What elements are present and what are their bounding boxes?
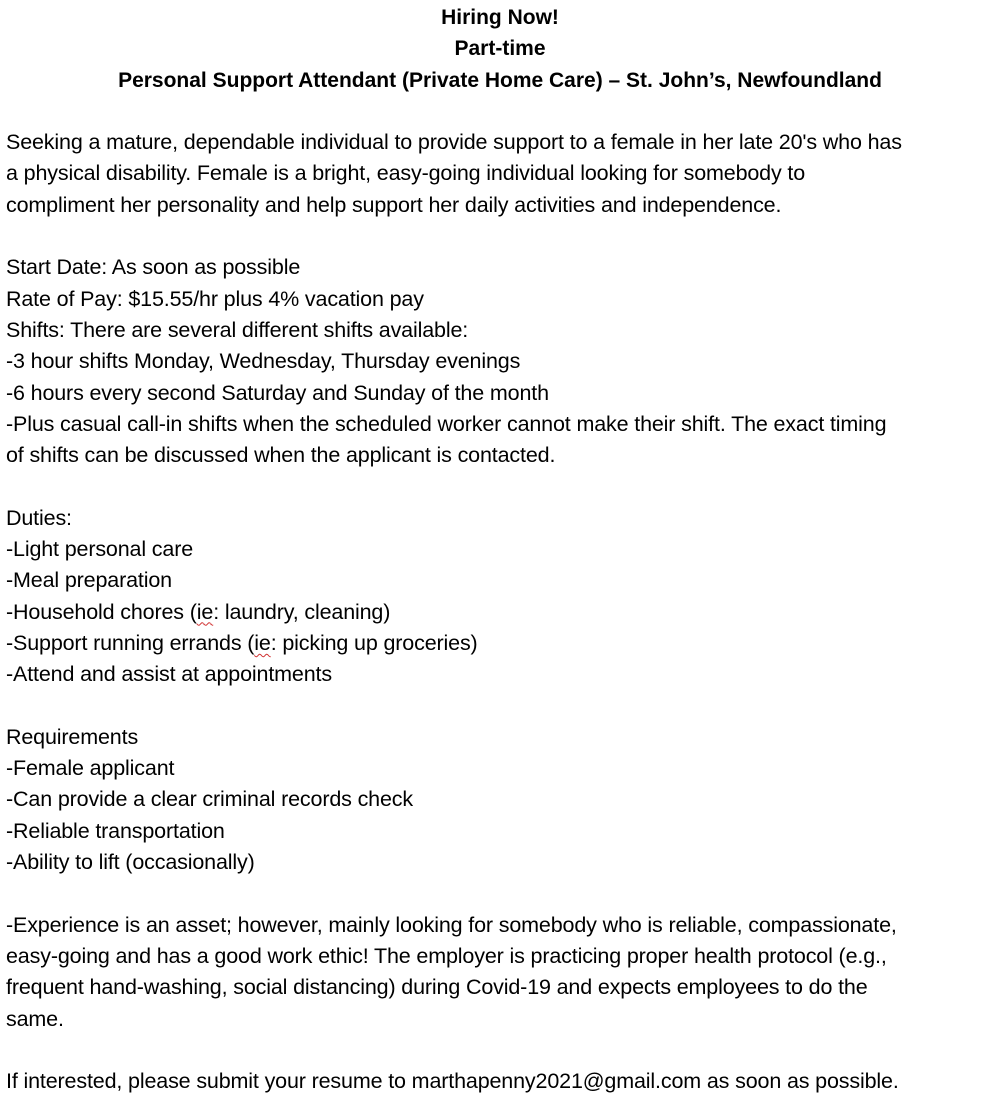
spacer	[6, 691, 1006, 722]
intro-line: a physical disability. Female is a bright, easy-going individual looking for somebody to	[6, 161, 806, 186]
start-date: Start Date: As soon as possible	[6, 255, 301, 280]
document-page	[6, 2, 1006, 1097]
closing-line: easy-going and has a good work ethic! The employer is practicing proper health protocol (e.g.,	[6, 943, 887, 968]
spacer	[6, 471, 1006, 502]
duty-text: : picking up groceries)	[270, 630, 478, 655]
duty-text: -Support running errands (	[6, 630, 255, 655]
spacer	[6, 878, 1006, 909]
duty-item: -Meal preparation	[6, 568, 172, 593]
spellcheck-flagged-word[interactable]: ie	[196, 599, 214, 624]
job-title: Personal Support Attendant (Private Home Care) – St. John’s, Newfoundland	[118, 68, 882, 92]
requirements-section	[6, 722, 1006, 878]
duties-title: Duties:	[6, 505, 72, 530]
contact-line: If interested, please submit your resume to marthapenny2021@gmail.com as soon as possible.	[6, 1069, 899, 1094]
job-details	[6, 252, 1006, 471]
intro-line: Seeking a mature, dependable individual to provide support to a female in her late 20's who has	[6, 130, 902, 155]
duty-item	[6, 628, 1006, 659]
closing-line: frequent hand-washing, social distancing) during Covid-19 and expects employees to do the	[6, 975, 868, 1000]
spacer	[6, 221, 1006, 252]
hiring-now-title: Hiring Now!	[441, 6, 559, 29]
spellcheck-flagged-word[interactable]: ie	[254, 630, 271, 655]
intro-paragraph	[6, 127, 1006, 221]
closing-line: same.	[6, 1006, 64, 1031]
job-heading	[0, 2, 1000, 96]
shift-item: -Plus casual call-in shifts when the scheduled worker cannot make their shift. The exact timing	[6, 411, 887, 436]
duty-item: -Light personal care	[6, 537, 194, 562]
shifts-intro: Shifts: There are several different shifts available:	[6, 317, 469, 342]
spacer	[6, 96, 1006, 127]
duty-item: -Attend and assist at appointments	[6, 662, 332, 687]
closing-paragraph	[6, 910, 1006, 1035]
rate-of-pay: Rate of Pay: $15.55/hr plus 4% vacation pay	[6, 286, 424, 311]
duty-text: -Household chores (	[6, 599, 197, 624]
intro-line: compliment her personality and help support her daily activities and independence.	[6, 192, 782, 217]
employment-type: Part-time	[454, 37, 546, 61]
shift-item-continued: of shifts can be discussed when the applicant is contacted.	[6, 443, 556, 468]
spacer	[6, 1035, 1006, 1066]
requirement-item: -Female applicant	[6, 756, 175, 781]
requirement-item: -Can provide a clear criminal records check	[6, 787, 413, 812]
duty-item	[6, 597, 1006, 628]
requirement-item: -Ability to lift (occasionally)	[6, 850, 255, 875]
duties-section	[6, 503, 1006, 691]
closing-line: -Experience is an asset; however, mainly looking for somebody who is reliable, compassionate,	[6, 912, 897, 937]
shift-item: -6 hours every second Saturday and Sunday of the month	[6, 380, 549, 405]
requirements-title: Requirements	[6, 724, 139, 749]
duty-text: : laundry, cleaning)	[213, 599, 391, 624]
shift-item: -3 hour shifts Monday, Wednesday, Thursday evenings	[6, 349, 521, 374]
requirement-item: -Reliable transportation	[6, 818, 225, 843]
